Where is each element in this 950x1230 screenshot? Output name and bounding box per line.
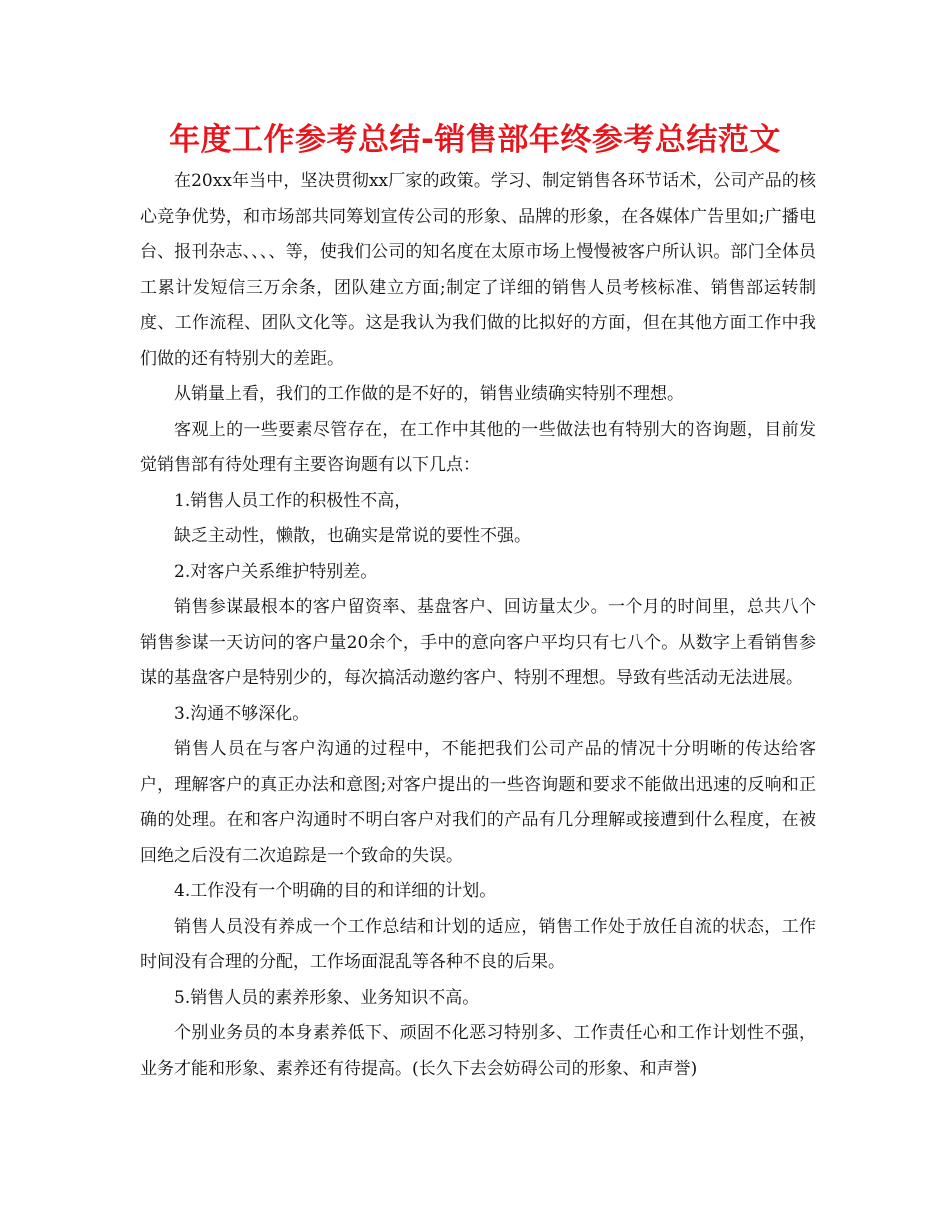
paragraph-point-4-heading: 4.工作没有一个明确的目的和详细的计划。 bbox=[174, 881, 497, 901]
document-body bbox=[140, 164, 816, 1087]
paragraph-point-1-detail: 缺乏主动性，懒散，也确实是常说的要性不强。 bbox=[174, 526, 531, 546]
paragraph-point-2-detail: 销售参谋最根本的客户留资率、基盘客户、回访量太少。一个月的时间里，总共八个销售参谋一天访问的客户量20余个，手中的意向客户平均只有七八个。从数字上看销售参谋的基盘客户是特别少的，每次搞活动邀约客户、特别不理想。导致有些活动无法进展。 bbox=[140, 597, 816, 688]
paragraph-point-2-heading: 2.对客户关系维护特别差。 bbox=[174, 561, 378, 582]
paragraph-point-5-heading: 5.销售人员的素养形象、业务知识不高。 bbox=[174, 987, 480, 1008]
paragraph-point-3-heading: 3.沟通不够深化。 bbox=[174, 703, 310, 724]
paragraph-sales-volume: 从销量上看，我们的工作做的是不好的，销售业绩确实特别不理想。 bbox=[174, 384, 684, 404]
paragraph-point-5-detail: 个别业务员的本身素养低下、顽固不化恶习特别多、工作责任心和工作计划性不强，业务才能和形象、素养还有待提高。(长久下去会妨碍公司的形象、和声誉) bbox=[140, 1023, 816, 1079]
paragraph-problems-overview: 客观上的一些要素尽管存在，在工作中其他的一些做法也有特别大的咨询题，目前发觉销售部有待处理有主要咨询题有以下几点： bbox=[140, 419, 816, 475]
document-title: 年度工作参考总结-销售部年终参考总结范文 bbox=[169, 122, 781, 158]
paragraph-point-3-detail: 销售人员在与客户沟通的过程中，不能把我们公司产品的情况十分明晰的传达给客户，理解客户的真正办法和意图;对客户提出的一些咨询题和要求不能做出迅速的反响和正确的处理。在和客户沟通时不明白客户对我们的产品有几分理解或接遭到什么程度，在被回绝之后没有二次追踪是一个致命的失误。 bbox=[140, 739, 816, 866]
paragraph-intro: 在20xx年当中，坚决贯彻xx厂家的政策。学习、制定销售各环节话术，公司产品的核心竞争优势，和市场部共同筹划宣传公司的形象、品牌的形象，在各媒体广告里如;广播电台、报刊杂志、、、、等，使我们公司的知名度在太原市场上慢慢被客户所认识。部门全体员工累计发短信三万余条，团队建立方面;制定了详细的销售人员考核标准、销售部运转制度、工作流程、团队文化等。这是我认为我们做的比拟好的方面，但在其他方面工作中我们做的还有特别大的差距。 bbox=[140, 171, 816, 369]
paragraph-point-1-heading: 1.销售人员工作的积极性不高， bbox=[174, 490, 412, 511]
paragraph-point-4-detail: 销售人员没有养成一个工作总结和计划的适应，销售工作处于放任自流的状态，工作时间没有合理的分配，工作场面混乱等各种不良的后果。 bbox=[140, 916, 816, 972]
